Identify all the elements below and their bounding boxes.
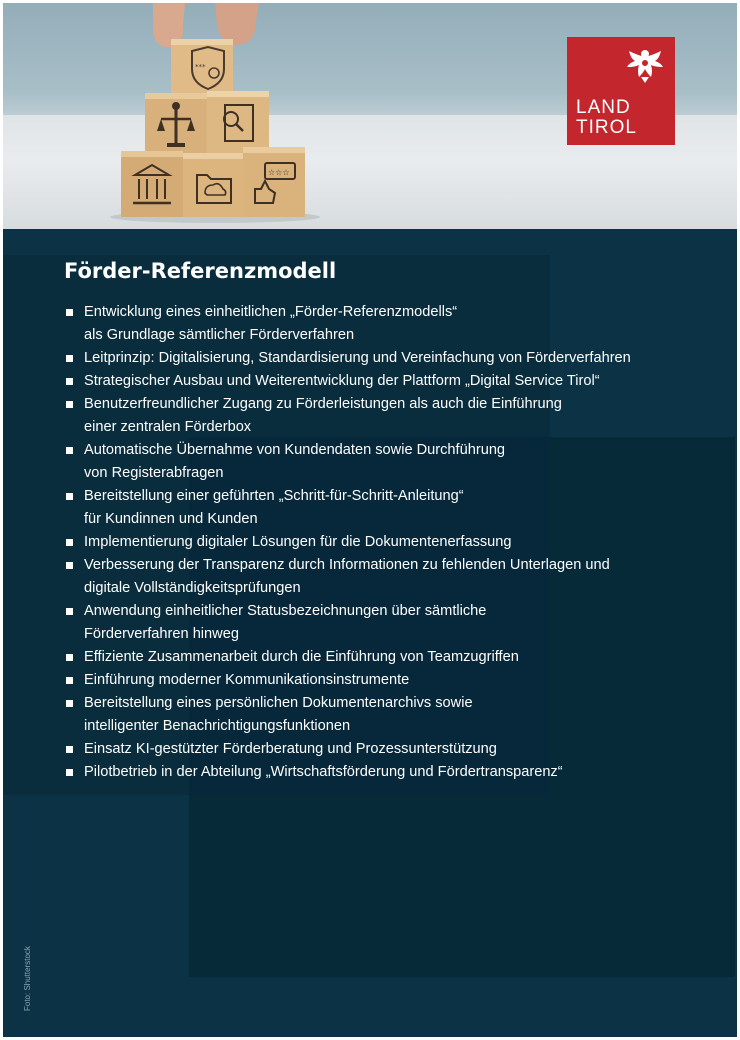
bullet-item — [65, 301, 705, 347]
cube-shield-icon — [171, 39, 233, 99]
bullet-square-icon — [66, 608, 73, 615]
bullet-text: Anwendung einheitlicher Statusbezeichnungen über sämtliche Förderverfahren hinweg — [84, 603, 487, 642]
bullet-square-icon — [66, 378, 73, 385]
document-page — [3, 3, 737, 1037]
bullet-item — [65, 669, 705, 692]
bullet-square-icon — [66, 746, 73, 753]
cube-bank-icon — [121, 151, 183, 217]
bullet-text: Pilotbetrieb in der Abteilung „Wirtschaftsförderung und Fördertransparenz“ — [84, 764, 563, 780]
bullet-item — [65, 738, 705, 761]
svg-text:***: *** — [195, 63, 206, 71]
bullet-text: Automatische Übernahme von Kundendaten sowie Durchführung von Registerabfragen — [84, 442, 506, 481]
bullet-text: Effiziente Zusammenarbeit durch die Einführung von Teamzugriffen — [84, 649, 519, 665]
bullet-square-icon — [66, 447, 73, 454]
bullet-square-icon — [66, 493, 73, 500]
logo-word-tirol: TIROL — [576, 117, 637, 138]
bullet-text: Einsatz KI-gestützter Förderberatung und Prozessunterstützung — [84, 741, 497, 757]
bullet-text: Implementierung digitaler Lösungen für die Dokumentenerfassung — [84, 534, 512, 550]
bullet-square-icon — [66, 401, 73, 408]
finger-right — [215, 3, 259, 45]
bullet-text: Strategischer Ausbau und Weiterentwicklung der Plattform „Digital Service Tirol“ — [84, 373, 600, 389]
page-title: Förder-Referenzmodell — [64, 259, 337, 283]
header-photo — [3, 3, 737, 229]
photo-credit: Foto: Shutterstock — [23, 946, 32, 1011]
bullet-text: Leitprinzip: Digitalisierung, Standardisierung und Vereinfachung von Förderverfahren — [84, 350, 631, 366]
bullet-item — [65, 347, 705, 370]
bullet-item — [65, 761, 705, 784]
bullet-square-icon — [66, 654, 73, 661]
bullet-item — [65, 393, 705, 439]
bullet-square-icon — [66, 309, 73, 316]
bullet-square-icon — [66, 562, 73, 569]
bullet-item — [65, 485, 705, 531]
tirol-eagle-icon — [625, 45, 665, 85]
land-tirol-logo — [567, 37, 675, 145]
bullet-item — [65, 554, 705, 600]
bullet-text: Entwicklung eines einheitlichen „Förder-Referenzmodells“ als Grundlage sämtlicher Förderverfahren — [84, 304, 458, 343]
bullet-item — [65, 692, 705, 738]
bullet-item — [65, 600, 705, 646]
svg-text:☆☆☆: ☆☆☆ — [268, 168, 290, 177]
bullet-text: Bereitstellung eines persönlichen Dokumentenarchivs sowie intelligenter Benachrichtigungsfunktionen — [84, 695, 473, 734]
cube-rating-icon — [243, 147, 305, 217]
bullet-text: Einführung moderner Kommunikationsinstrumente — [84, 672, 410, 688]
bullet-text: Bereitstellung einer geführten „Schritt-für-Schritt-Anleitung“ für Kundinnen und Kunden — [84, 488, 464, 527]
cube-cloud-folder-icon — [183, 153, 243, 217]
cube-document-search-icon — [207, 91, 269, 155]
bullet-square-icon — [66, 700, 73, 707]
bullet-text: Verbesserung der Transparenz durch Informationen zu fehlenden Unterlagen und digitale Vollständigkeitsprüfungen — [84, 557, 610, 596]
logo-word-land: LAND — [576, 97, 631, 118]
bullet-square-icon — [66, 539, 73, 546]
bullet-square-icon — [66, 677, 73, 684]
bullet-square-icon — [66, 355, 73, 362]
cube-justice-icon — [145, 93, 207, 155]
bullet-list — [65, 301, 705, 784]
bullet-square-icon — [66, 769, 73, 776]
bullet-item — [65, 370, 705, 393]
bullet-item — [65, 646, 705, 669]
bullet-item — [65, 439, 705, 485]
bullet-text: Benutzerfreundlicher Zugang zu Förderleistungen als auch die Einführung einer zentralen Förderbox — [84, 396, 562, 435]
bullet-item — [65, 531, 705, 554]
